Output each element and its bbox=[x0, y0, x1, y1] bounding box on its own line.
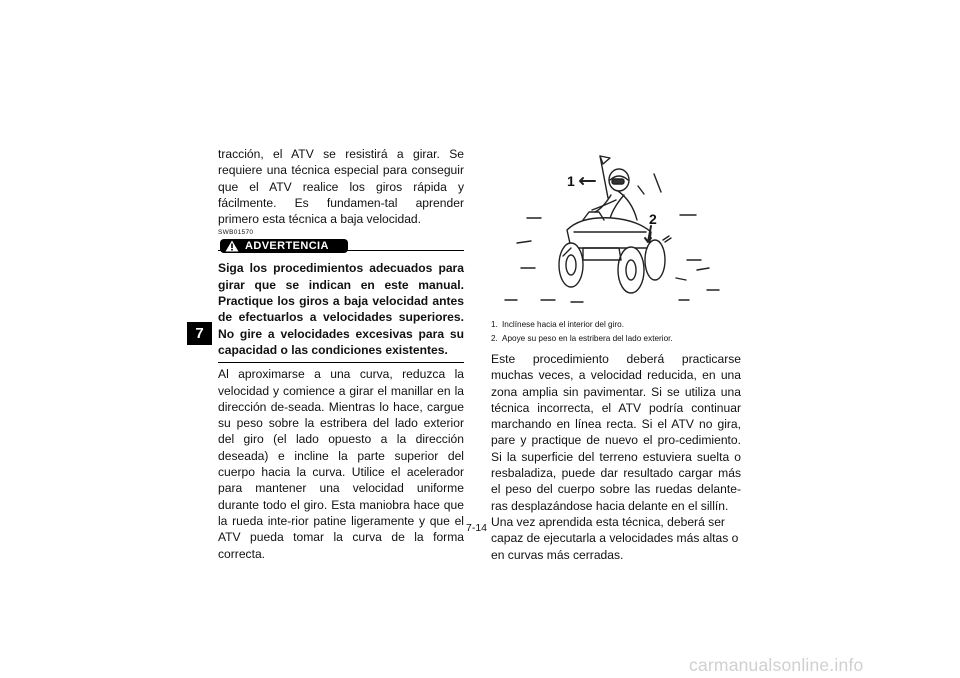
right-paragraph-2: Una vez aprendida esta técnica, deberá ser capaz de ejecutarla a velocidades más altas o en curvas más cerradas. bbox=[491, 514, 739, 562]
warning-text: Siga los procedimientos adecuados para girar que se indican en este manual. Practique los giros a baja velocidad antes de efectuarlos a velocidades superiores. No gire a velocidades excesivas para su capacidad o las condiciones existentes. bbox=[218, 261, 464, 357]
left-paragraph-2: Al aproximarse a una curva, reduzca la velocidad y comience a girar el manillar en la dirección de-seada. Mientras lo hace, cargue su peso sobre la estribera del lado exterior del giro (el lado opuesto a la dirección deseada) e incline la parte superior del cuerpo hacia la curva. Utilice el acelerador para mantener una velocidad uniforme durante todo el giro. Esta maniobra hace que la rueda inte-rior patine ligeramente y que el ATV pueda tomar la curva de la forma correcta. bbox=[218, 367, 464, 561]
left-column bbox=[218, 146, 464, 562]
figure-captions bbox=[491, 318, 741, 345]
watermark: carmanualsonline.info bbox=[689, 655, 864, 675]
caption-item: 1. Inclínese hacia el interior del giro. bbox=[491, 320, 624, 329]
right-column bbox=[491, 351, 741, 563]
right-paragraph-1: Este procedimiento deberá practicarse muchas veces, a velocidad reducida, en una zona amplia sin pavimentar. Si se utiliza una técnica incorrecta, el ATV podría continuar marchando en línea recta. Si el ATV no gira, pare y practique de nuevo el pro-cedimiento. Si la superficie del terreno estuviera suelta o resbaladiza, puede dar resultado cargar más el peso del cuerpo sobre las ruedas delante-ras desplazándose hacia delante en el sillín. bbox=[491, 352, 741, 513]
warning-label: ADVERTENCIA bbox=[245, 240, 329, 253]
chapter-tab: 7 bbox=[187, 322, 212, 345]
warning-code: SWB01570 bbox=[218, 229, 254, 237]
warning-end-rule bbox=[218, 362, 464, 363]
warning-header bbox=[218, 239, 464, 255]
atv-rider-illustration-icon bbox=[491, 150, 741, 315]
left-paragraph-1: tracción, el ATV se resistirá a girar. Se requiere una técnica especial para conseguir que el ATV realice los giros rápida y fácilmente. Es fundamen-tal aprender primero esta técnica a baja velocidad. bbox=[218, 147, 464, 227]
warning-triangle-icon bbox=[225, 240, 239, 252]
caption-item: 2. Apoye su peso en la estribera del lado exterior. bbox=[491, 333, 673, 343]
warning-badge bbox=[220, 239, 348, 253]
callout-2: 2 bbox=[649, 211, 657, 227]
page-number: 7-14 bbox=[466, 522, 488, 534]
callout-1: 1 bbox=[567, 173, 575, 189]
